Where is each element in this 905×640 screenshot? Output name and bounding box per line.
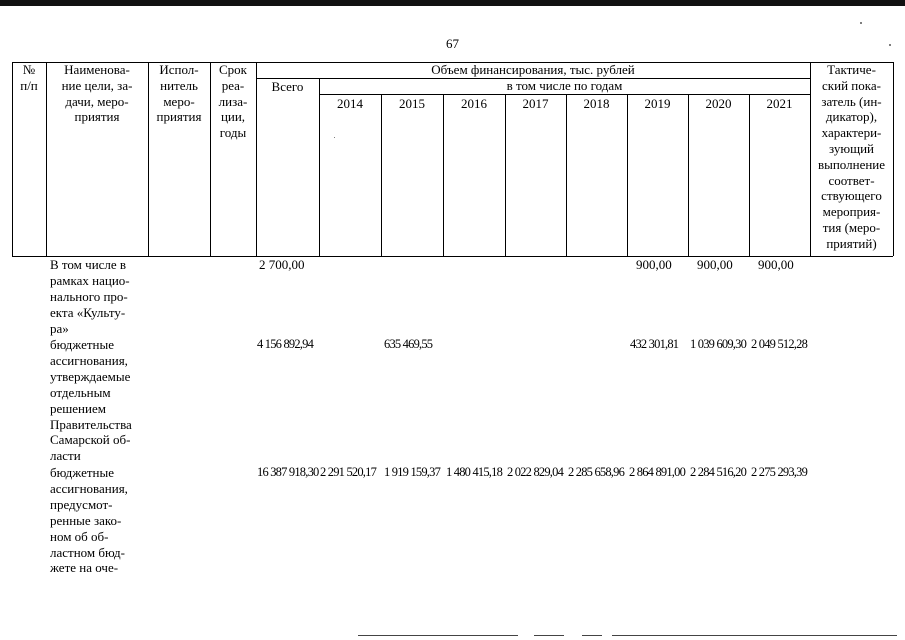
row-label-government-decision: бюджетные ассигнования, утверждаемые отдельным решением Правительства Самарской об- ласти [50, 337, 132, 464]
header-total: Всего [271, 79, 304, 94]
row-value-2021: 2 049 512,28 [751, 337, 808, 351]
top-edge-bar [0, 0, 905, 6]
row-value-2019: 900,00 [636, 257, 672, 272]
row-value-2017: 2 022 829,04 [507, 465, 564, 479]
row-value-2020: 2 284 516,20 [690, 465, 747, 479]
header-year-2019: 2019 [644, 96, 671, 111]
header-by-years: в том числе по годам [506, 78, 623, 93]
bottom-edge-line [582, 635, 602, 636]
bottom-edge-line [534, 635, 564, 636]
row-value-2019: 2 864 891,00 [629, 465, 686, 479]
header-year-2018: 2018 [583, 96, 610, 111]
bottom-edge-line [358, 635, 518, 636]
header-executor: Испол- нитель меро- приятия [156, 62, 202, 125]
row-value-2021: 2 275 293,39 [751, 465, 808, 479]
row-value-2020: 900,00 [697, 257, 733, 272]
row-label-regional-budget-law: бюджетные ассигнования, предусмот- ренные зако- ном об об- ластном бюд- жете на оче- [50, 465, 128, 576]
row-value-2015: 1 919 159,37 [384, 465, 441, 479]
row-value-2021: 900,00 [758, 257, 794, 272]
header-indicator: Тактиче- ский пока- затель (ин- дикатор), характери- зующий выполнение соответ- ствующего мероприя- тия (меро- приятий) [817, 62, 886, 251]
row-value-2020: 1 039 609,30 [690, 337, 747, 351]
row-total: 2 700,00 [259, 257, 305, 272]
header-number: № п/п [20, 62, 38, 93]
scan-speck [889, 44, 891, 46]
header-name: Наименова- ние цели, за- дачи, меро- приятия [61, 62, 133, 125]
header-year-2016: 2016 [461, 96, 487, 111]
header-financing: Объем финансирования, тыс. рублей [431, 62, 635, 77]
header-year-2017: 2017 [522, 96, 549, 111]
row-value-2014: 2 291 520,17 [320, 465, 377, 479]
header-term: Срок реа- лиза- ции, годы [218, 62, 248, 141]
header-year-2014: 2014 [337, 96, 363, 111]
row-value-2019: 432 301,81 [630, 337, 679, 351]
row-total: 4 156 892,94 [257, 337, 314, 351]
row-value-2018: 2 285 658,96 [568, 465, 625, 479]
scan-speck [860, 22, 862, 24]
header-year-2020: 2020 [705, 96, 732, 111]
header-year-2021: 2021 [766, 96, 793, 111]
row-total: 16 387 918,30 [257, 465, 319, 479]
row-value-2015: 635 469,55 [384, 337, 433, 351]
header-year-2015: 2015 [399, 96, 425, 111]
row-value-2016: 1 480 415,18 [446, 465, 503, 479]
bottom-edge-line [612, 635, 897, 636]
scan-speck [334, 137, 335, 138]
page-number: 67 [446, 36, 459, 51]
row-label-national-project: В том числе в рамках нацио- нального про- екта «Культу- ра» [50, 257, 130, 336]
